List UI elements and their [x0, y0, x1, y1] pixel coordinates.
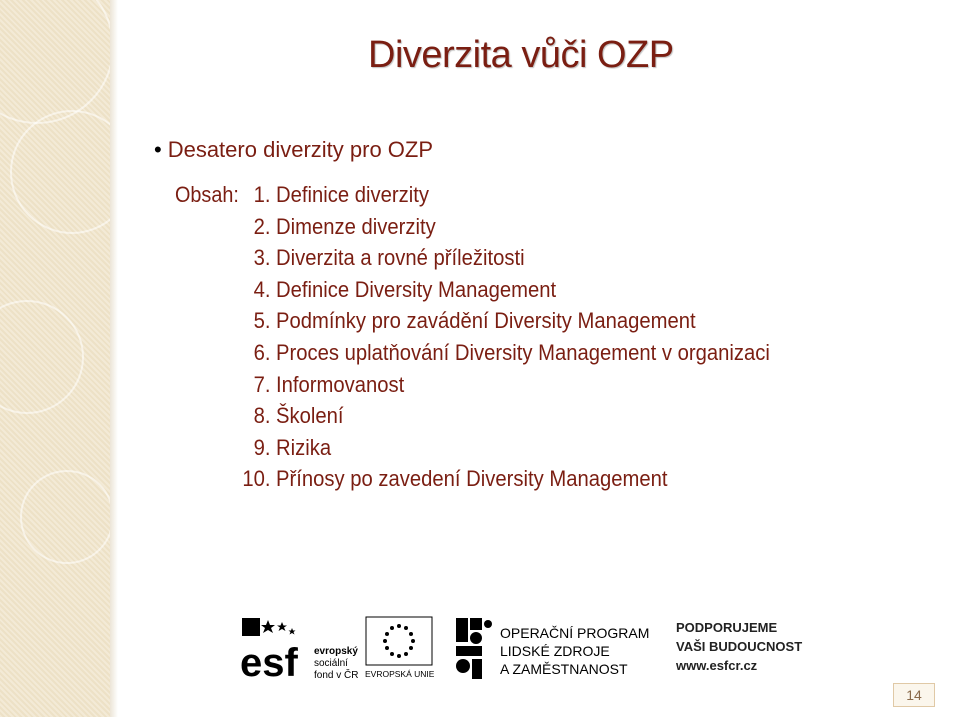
item-number: 2. [253, 213, 271, 239]
item-number: 10. [242, 466, 271, 492]
item-text: Školení [276, 403, 344, 429]
support-line-2: VAŠI BUDOUCNOST [676, 639, 803, 654]
item-text: Přínosy po zavedení Diversity Management [276, 466, 668, 492]
decorative-circle [0, 300, 84, 414]
esf-text-2: sociální [314, 658, 348, 669]
slide-title: Diverzita vůči OZP [368, 34, 674, 76]
item-text: Definice Diversity Management [276, 276, 557, 302]
item-text: Podmínky pro zavádění Diversity Management [276, 308, 696, 334]
esf-logo [240, 616, 358, 680]
item-number: 3. [253, 245, 271, 271]
contents-label: Obsah: [175, 182, 239, 207]
op-text-3: A ZAMĚSTNANOST [500, 661, 628, 677]
list-item [230, 308, 770, 340]
item-number: 5. [253, 308, 271, 334]
item-text: Diverzita a rovné příležitosti [276, 245, 525, 271]
support-text [676, 618, 826, 675]
list-item [230, 214, 770, 246]
list-item [230, 435, 770, 467]
list-item [230, 245, 770, 277]
item-number: 1. [253, 182, 271, 207]
support-url: www.esfcr.cz [676, 658, 758, 673]
eu-flag-logo [364, 616, 434, 680]
list-item [230, 340, 770, 372]
item-number: 4. [253, 276, 271, 302]
bullet-icon: • [154, 137, 162, 162]
item-text: Informovanost [276, 371, 405, 397]
list-item [230, 466, 770, 498]
item-number: 8. [253, 403, 271, 429]
logo-strip [240, 612, 820, 682]
page-number: 14 [893, 683, 935, 707]
op-text-2: LIDSKÉ ZDROJE [500, 643, 610, 659]
item-text: Rizika [276, 434, 332, 460]
bullet-text: Desatero diverzity pro OZP [167, 137, 434, 162]
esf-text-3: fond v ČR [314, 670, 358, 680]
decorative-circle [20, 470, 114, 564]
support-line-1: PODPORUJEME [676, 620, 778, 635]
list-item [230, 182, 770, 214]
item-number: 6. [253, 339, 271, 365]
list-item [230, 403, 770, 435]
item-text: Proces uplatňování Diversity Management v organizaci [276, 339, 770, 365]
decorative-circle [0, 0, 114, 124]
list-item [230, 277, 770, 309]
decorative-side-panel [0, 0, 110, 717]
item-number: 7. [253, 371, 271, 397]
esf-mark: esf [240, 641, 298, 680]
decorative-circle [10, 110, 134, 234]
item-text: Definice diverzity [276, 182, 429, 207]
op-text-1: OPERAČNÍ PROGRAM [500, 625, 650, 641]
eu-caption: EVROPSKÁ UNIE [365, 669, 434, 679]
item-text: Dimenze diverzity [276, 213, 436, 239]
op-emblem-icon [456, 618, 492, 679]
eu-stars-icon [383, 624, 415, 658]
item-number: 9. [253, 434, 271, 460]
op-lz-logo [454, 616, 664, 680]
esf-text-1: evropský [314, 646, 358, 657]
list-item [230, 372, 770, 404]
contents-list [230, 182, 817, 498]
bullet-item [154, 137, 433, 163]
